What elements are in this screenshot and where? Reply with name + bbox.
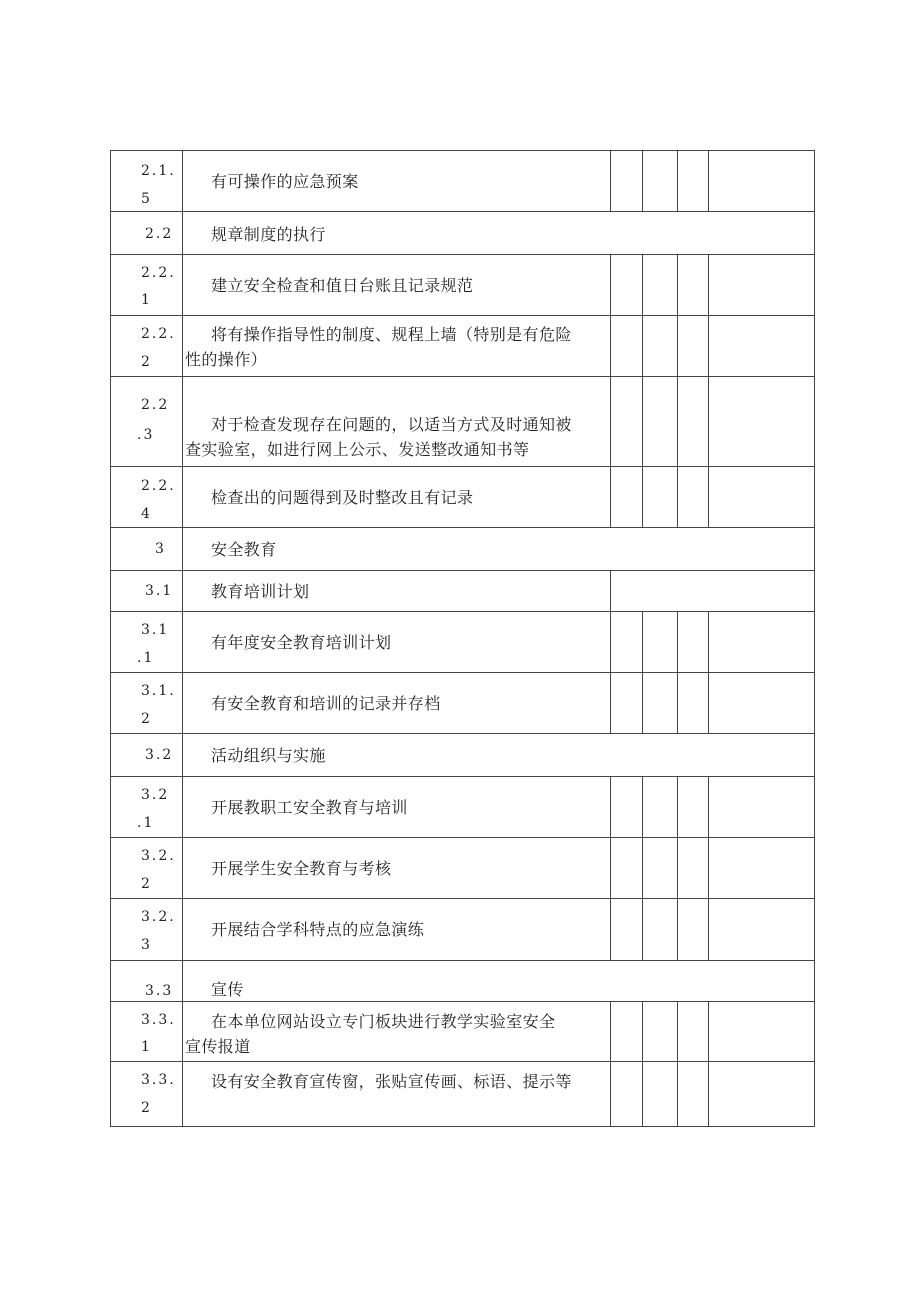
table-row [110,1061,815,1127]
item-code-line2: .3 [137,427,155,443]
check-cell[interactable] [643,1062,678,1126]
table-row [110,466,815,528]
remarks-cell[interactable] [709,151,814,212]
section-title: 规章制度的执行 [211,225,326,244]
remarks-cell[interactable] [709,673,814,734]
check-cell[interactable] [678,899,709,961]
item-text-line2: 查实验室，如进行网上公示、发送整改通知书等 [185,440,530,459]
section-row [110,527,815,571]
table-row [110,898,815,961]
remarks-cell[interactable] [709,838,814,899]
item-text: 检查出的问题得到及时整改且有记录 [211,488,474,507]
item-code-line1: 3.1. [141,683,176,699]
check-cell[interactable] [611,467,643,528]
item-code-line1: 3.3. [141,1012,176,1028]
item-text-line1: 对于检查发现存在问题的，以适当方式及时通知被 [211,415,572,434]
section-title: 教育培训计划 [211,582,310,601]
section-title: 宣传 [211,980,244,999]
check-cell[interactable] [643,316,678,377]
section-code: 3.3 [145,983,174,999]
section-code: 2.2 [145,226,174,242]
check-cell[interactable] [643,255,678,316]
item-code-cell [111,151,183,212]
check-cell[interactable] [611,899,643,961]
check-cell[interactable] [678,377,709,467]
remarks-cell[interactable] [709,899,814,961]
item-code-cell [111,255,183,316]
table-row [110,611,815,673]
remarks-cell[interactable] [709,467,814,528]
check-cell[interactable] [678,151,709,212]
item-code-line1: 2.2 [141,397,170,413]
section-title-cell [183,961,814,1002]
item-code-cell [111,1062,183,1126]
section-code-cell [111,734,183,777]
section-row [110,960,815,1002]
check-cell[interactable] [611,316,643,377]
remarks-cell[interactable] [709,377,814,467]
item-code-cell [111,467,183,528]
check-cell[interactable] [643,467,678,528]
item-code-line2: 2 [141,354,152,370]
table-row [110,376,815,467]
section-title-cell [183,212,814,255]
check-cell[interactable] [678,612,709,673]
check-cell[interactable] [643,777,678,838]
item-code-cell [111,777,183,838]
table-row [110,254,815,316]
check-cell[interactable] [643,151,678,212]
item-code-line1: 3.2 [141,787,170,803]
section-title: 活动组织与实施 [211,746,326,765]
item-text-cell [183,316,611,377]
item-text-cell [183,612,611,673]
check-cell[interactable] [678,1062,709,1126]
remarks-cell[interactable] [709,1002,814,1062]
check-cell[interactable] [643,838,678,899]
item-code-cell [111,612,183,673]
item-text: 设有安全教育宣传窗，张贴宣传画、标语、提示等 [211,1072,572,1091]
item-text: 开展结合学科特点的应急演练 [211,920,425,939]
table-row [110,837,815,899]
check-cell[interactable] [611,151,643,212]
item-text-line2: 宣传报道 [185,1037,251,1056]
item-text-cell [183,1062,611,1126]
item-text: 有年度安全教育培训计划 [211,633,392,652]
check-cell[interactable] [611,1062,643,1126]
table-row [110,1001,815,1062]
item-code-cell [111,377,183,467]
item-code-line1: 3.1 [141,622,170,638]
check-cell[interactable] [611,377,643,467]
item-code-line2: 3 [141,937,152,953]
section-title-cell [183,528,814,571]
check-cell[interactable] [678,255,709,316]
section-row [110,570,815,612]
item-code-line2: 2 [141,876,152,892]
item-text-cell [183,777,611,838]
item-text-line2: 性的操作） [185,350,268,369]
item-code-line2: 1 [141,1039,152,1055]
item-code-line2: 5 [141,191,152,207]
item-code-line2: .1 [137,650,155,666]
check-cell[interactable] [611,673,643,734]
item-code-cell [111,673,183,734]
item-code-line1: 2.2. [141,478,176,494]
section-code-cell [111,571,183,612]
remarks-cell[interactable] [709,612,814,673]
check-cell[interactable] [643,899,678,961]
item-code-line1: 3.2. [141,909,176,925]
item-code-line1: 3.3. [141,1072,176,1088]
check-cell[interactable] [611,777,643,838]
item-code-cell [111,838,183,899]
check-cell[interactable] [678,838,709,899]
section-code-cell [111,212,183,255]
check-cell[interactable] [678,467,709,528]
check-cell[interactable] [643,1002,678,1062]
remarks-cell[interactable] [709,1062,814,1126]
item-code-cell [111,1002,183,1062]
section-row [110,211,815,255]
section-title: 安全教育 [211,540,277,559]
item-code-line1: 2.2. [141,265,176,281]
check-cell[interactable] [611,1002,643,1062]
check-cell[interactable] [678,1002,709,1062]
table-row [110,672,815,734]
table-row [110,776,815,838]
item-code-cell [111,899,183,961]
item-text-cell [183,1002,611,1062]
item-text: 有可操作的应急预案 [211,172,359,191]
table-row [110,315,815,377]
section-code: 3 [155,541,166,557]
section-code: 3.1 [145,583,174,599]
item-text-cell [183,377,611,467]
check-cell[interactable] [643,612,678,673]
item-text-cell [183,255,611,316]
section-code-cell [111,961,183,1002]
remarks-cell[interactable] [709,316,814,377]
section-code: 3.2 [145,747,174,763]
check-cell[interactable] [643,377,678,467]
item-code-line1: 3.2. [141,848,176,864]
remarks-cell[interactable] [709,255,814,316]
check-cell[interactable] [678,316,709,377]
item-code-line1: 2.1. [141,163,176,179]
item-text-cell [183,838,611,899]
item-code-line2: 2 [141,1100,152,1116]
section-code-cell [111,528,183,571]
check-cell[interactable] [678,777,709,838]
check-cell[interactable] [611,255,643,316]
item-text-cell [183,151,611,212]
item-text: 有安全教育和培训的记录并存档 [211,694,441,713]
item-text: 开展学生安全教育与考核 [211,859,392,878]
item-code-line1: 2.2. [141,326,176,342]
item-code-line2: 1 [141,292,152,308]
section-title-cell [183,734,814,777]
item-code-line2: .1 [137,815,155,831]
item-text-cell [183,673,611,734]
item-text: 开展教职工安全教育与培训 [211,798,408,817]
item-code-cell [111,316,183,377]
section-row [110,733,815,777]
check-cell[interactable] [678,673,709,734]
item-text-cell [183,899,611,961]
remarks-cell[interactable] [709,777,814,838]
item-code-line2: 2 [141,711,152,727]
check-cell[interactable] [643,673,678,734]
item-text-line1: 在本单位网站设立专门板块进行教学实验室安全 [211,1012,556,1031]
item-code-line2: 4 [141,506,152,522]
item-text-line1: 将有操作指导性的制度、规程上墙（特别是有危险 [211,325,572,344]
table-row [110,150,815,212]
check-cell[interactable] [611,838,643,899]
section-title-cell [183,571,611,612]
item-text-cell [183,467,611,528]
item-text: 建立安全检查和值日台账且记录规范 [211,276,474,295]
check-cell[interactable] [611,612,643,673]
